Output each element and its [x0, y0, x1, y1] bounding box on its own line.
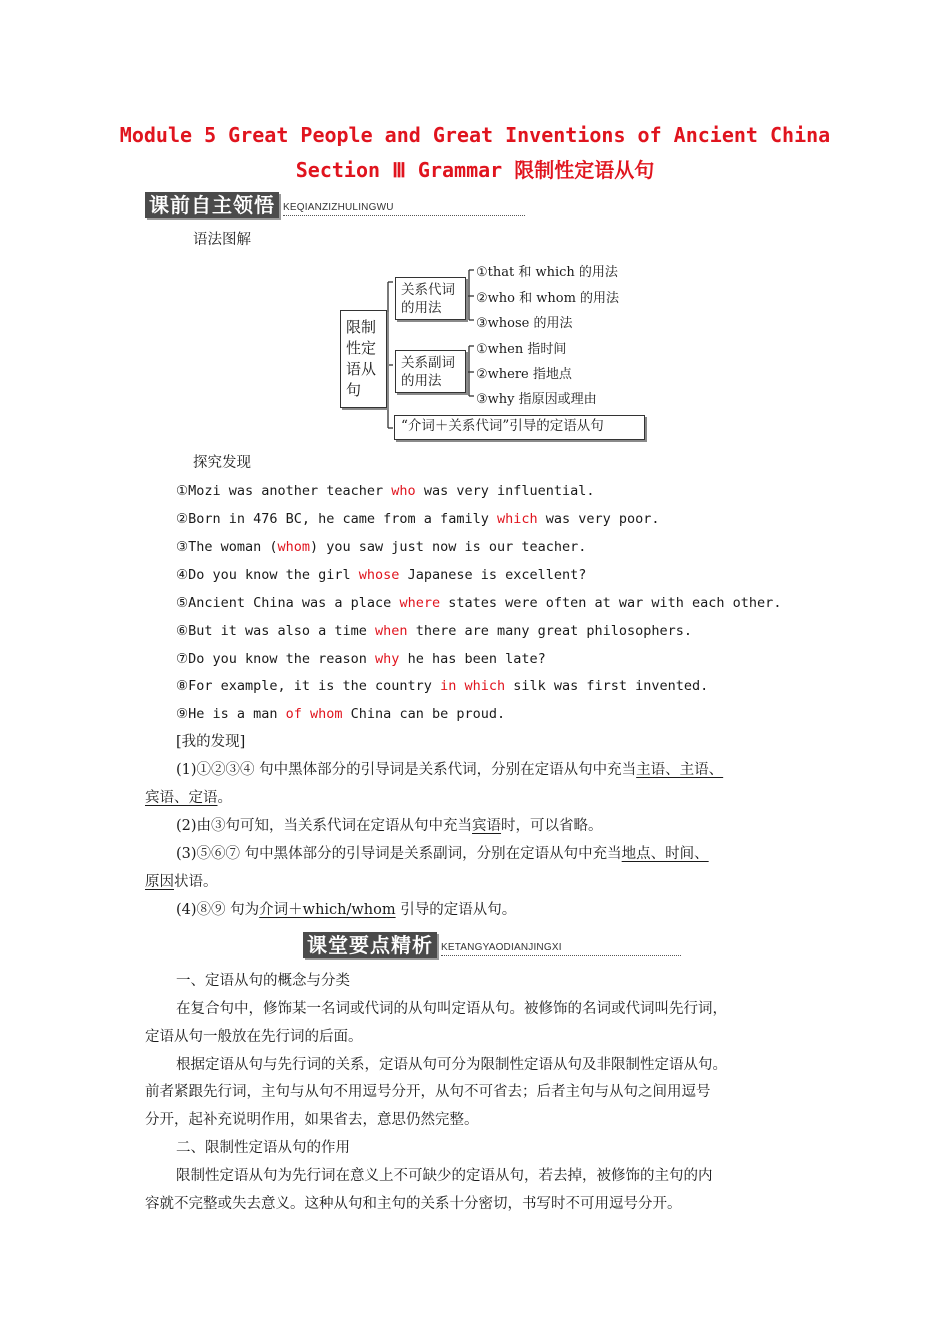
answer-blank: 宾语、定语: [145, 790, 218, 806]
finding-3-cont: 原因状语。: [145, 874, 218, 890]
diagram-branch-pronoun: 关系代词的用法: [395, 277, 466, 320]
grammar-diagram: [0, 0, 950, 460]
example-sentence: ⑦Do you know the reason why he has been late?: [176, 651, 546, 667]
diagram-heading: 语法图解: [193, 232, 251, 248]
paragraph-line: 定语从句一般放在先行词的后面。: [145, 1029, 363, 1045]
diagram-item: ③whose 的用法: [476, 316, 573, 331]
example-sentence: ②Born in 476 BC, he came from a family which was very poor.: [176, 511, 660, 527]
diagram-item: ①that 和 which 的用法: [476, 265, 618, 280]
section-2-heading: 二、限制性定语从句的作用: [176, 1140, 350, 1156]
example-sentence: ①Mozi was another teacher who was very influential.: [176, 483, 595, 499]
answer-blank: 原因: [145, 874, 174, 890]
diagram-item: ②who 和 whom 的用法: [476, 291, 620, 306]
example-sentence: ③The woman (whom) you saw just now is our teacher.: [176, 539, 587, 555]
diagram-item: ②where 指地点: [476, 367, 572, 382]
diagram-branch-preposition: “介词＋关系代词”引导的定语从句: [394, 415, 645, 440]
section-banner-class: [303, 932, 683, 958]
banner-label: 课堂要点精析: [303, 932, 437, 958]
answer-blank: 地点、时间、: [621, 846, 709, 862]
banner-label: 课前自主领悟: [145, 192, 279, 218]
diagram-brackets: [0, 0, 950, 460]
example-sentence: ④Do you know the girl whose Japanese is excellent?: [176, 567, 587, 583]
diagram-item: ③why 指原因或理由: [476, 392, 597, 407]
paragraph-line: 在复合句中，修饰某一名词或代词的从句叫定语从句。被修饰的名词或代词叫先行词，: [176, 1001, 727, 1017]
paragraph-line: 分开，起补充说明作用，如果省去，意思仍然完整。: [145, 1112, 479, 1128]
paragraph-line: 容就不完整或失去意义。这种从句和主句的关系十分密切，书写时不可用逗号分开。: [145, 1196, 682, 1212]
example-sentence: ⑧For example, it is the country in which silk was first invented.: [176, 678, 709, 694]
finding-1: (1)①②③④ 句中黑体部分的引导词是关系代词，分别在定语从句中充当主语、主语、: [176, 762, 724, 778]
paragraph-line: 限制性定语从句为先行词在意义上不可缺少的定语从句，若去掉，被修饰的主句的内: [176, 1168, 713, 1184]
diagram-root-box: 限制性定语从句: [340, 310, 387, 408]
banner-pinyin: KEQIANZIZHULINGWU: [283, 202, 394, 213]
answer-blank: 主语、主语、: [636, 762, 724, 778]
findings-heading: [我的发现]: [176, 734, 246, 750]
answer-blank: 宾语: [472, 818, 502, 834]
example-sentence: ⑨He is a man of whom China can be proud.: [176, 706, 506, 722]
example-sentence: ⑥But it was also a time when there are many great philosophers.: [176, 623, 693, 639]
paragraph-line: 前者紧跟先行词，主句与从句不用逗号分开，从句不可省去；后者主句与从句之间用逗号: [145, 1084, 711, 1100]
explore-heading: 探究发现: [193, 455, 251, 471]
finding-4: (4)⑧⑨ 句为介词＋which/whom 引导的定语从句。: [176, 902, 517, 918]
answer-blank: 介词＋which/whom: [259, 902, 396, 918]
page-title: Module 5 Great People and Great Inventions of Ancient China: [119, 123, 831, 147]
banner-divider: [441, 955, 681, 956]
finding-3: (3)⑤⑥⑦ 句中黑体部分的引导词是关系副词，分别在定语从句中充当地点、时间、: [176, 846, 709, 862]
page-subtitle: Section Ⅲ Grammar 限制性定语从句: [295, 158, 655, 182]
diagram-item: ①when 指时间: [476, 342, 567, 357]
banner-pinyin: KETANGYAODIANJINGXI: [441, 942, 562, 953]
paragraph-line: 根据定语从句与先行词的关系，定语从句可分为限制性定语从句及非限制性定语从句。: [176, 1057, 727, 1073]
example-sentence: ⑤Ancient China was a place where states were often at war with each other.: [176, 595, 782, 611]
finding-2: (2)由③句可知，当关系代词在定语从句中充当宾语时，可以省略。: [176, 818, 603, 834]
finding-1-cont: 宾语、定语。: [145, 790, 232, 806]
diagram-branch-adverb: 关系副词的用法: [395, 350, 466, 393]
section-1-heading: 一、定语从句的概念与分类: [176, 973, 350, 989]
